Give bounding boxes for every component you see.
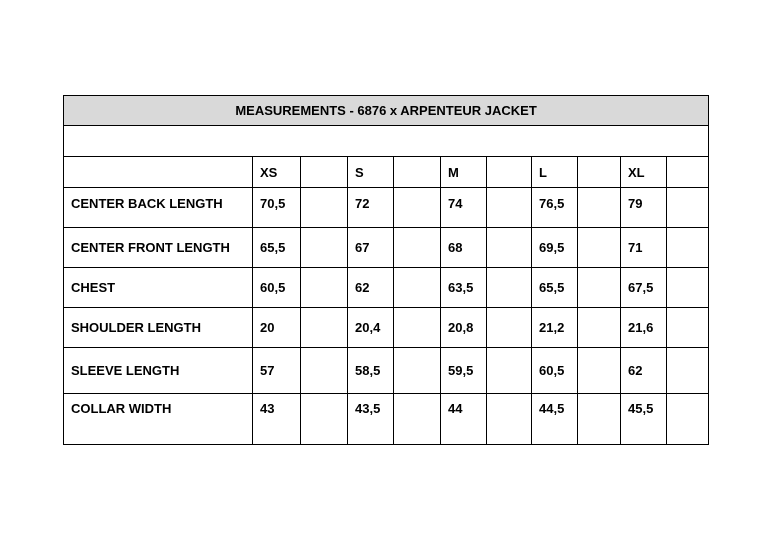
cell-value: 74 [441, 188, 487, 228]
spacer-cell [394, 348, 441, 394]
spacer-cell [487, 157, 532, 188]
row-label: CENTER FRONT LENGTH [64, 228, 253, 268]
spacer-cell [301, 228, 348, 268]
spacer-cell [667, 348, 709, 394]
spacer-cell [394, 308, 441, 348]
spacer-cell [394, 394, 441, 445]
cell-value: 76,5 [532, 188, 578, 228]
corner-cell [64, 157, 253, 188]
cell-value: 45,5 [621, 394, 667, 445]
spacer-cell [667, 268, 709, 308]
blank-cell [64, 126, 709, 157]
spacer-cell [301, 157, 348, 188]
spacer-cell [394, 157, 441, 188]
size-header-xl: XL [621, 157, 667, 188]
table-row [64, 308, 709, 348]
cell-value: 72 [348, 188, 394, 228]
spacer-cell [667, 188, 709, 228]
spacer-cell [487, 268, 532, 308]
cell-value: 62 [621, 348, 667, 394]
table-row [64, 268, 709, 308]
blank-row [64, 126, 709, 157]
cell-value: 70,5 [253, 188, 301, 228]
row-label: CENTER BACK LENGTH [64, 188, 253, 228]
spacer-cell [487, 308, 532, 348]
cell-value: 59,5 [441, 348, 487, 394]
spacer-cell [578, 308, 621, 348]
table-row [64, 228, 709, 268]
spacer-cell [578, 188, 621, 228]
spacer-cell [578, 268, 621, 308]
row-label: SHOULDER LENGTH [64, 308, 253, 348]
size-header-xs: XS [253, 157, 301, 188]
spacer-cell [394, 228, 441, 268]
row-label: CHEST [64, 268, 253, 308]
table-row [64, 348, 709, 394]
spacer-cell [487, 348, 532, 394]
size-header-m: M [441, 157, 487, 188]
spacer-cell [487, 394, 532, 445]
cell-value: 65,5 [532, 268, 578, 308]
cell-value: 60,5 [532, 348, 578, 394]
cell-value: 68 [441, 228, 487, 268]
row-label: COLLAR WIDTH [64, 394, 253, 445]
cell-value: 63,5 [441, 268, 487, 308]
spacer-cell [578, 228, 621, 268]
spacer-cell [578, 394, 621, 445]
cell-value: 71 [621, 228, 667, 268]
spacer-cell [487, 228, 532, 268]
spacer-cell [667, 308, 709, 348]
cell-value: 21,2 [532, 308, 578, 348]
spacer-cell [301, 308, 348, 348]
cell-value: 57 [253, 348, 301, 394]
cell-value: 21,6 [621, 308, 667, 348]
cell-value: 67 [348, 228, 394, 268]
cell-value: 20,4 [348, 308, 394, 348]
cell-value: 65,5 [253, 228, 301, 268]
spacer-cell [487, 188, 532, 228]
spacer-cell [301, 268, 348, 308]
size-header-s: S [348, 157, 394, 188]
table-title: MEASUREMENTS - 6876 x ARPENTEUR JACKET [64, 96, 709, 126]
cell-value: 62 [348, 268, 394, 308]
spacer-cell [301, 394, 348, 445]
cell-value: 44 [441, 394, 487, 445]
spacer-cell [667, 228, 709, 268]
spacer-cell [578, 157, 621, 188]
spacer-cell [667, 394, 709, 445]
cell-value: 69,5 [532, 228, 578, 268]
spacer-cell [394, 188, 441, 228]
measurements-table [63, 95, 709, 445]
cell-value: 20 [253, 308, 301, 348]
spacer-cell [301, 348, 348, 394]
spacer-cell [394, 268, 441, 308]
cell-value: 43,5 [348, 394, 394, 445]
title-row [64, 96, 709, 126]
table-row [64, 188, 709, 228]
cell-value: 20,8 [441, 308, 487, 348]
cell-value: 79 [621, 188, 667, 228]
spacer-cell [578, 348, 621, 394]
table-row [64, 394, 709, 445]
cell-value: 67,5 [621, 268, 667, 308]
size-header-row [64, 157, 709, 188]
cell-value: 58,5 [348, 348, 394, 394]
row-label: SLEEVE LENGTH [64, 348, 253, 394]
cell-value: 60,5 [253, 268, 301, 308]
spacer-cell [301, 188, 348, 228]
spacer-cell [667, 157, 709, 188]
cell-value: 44,5 [532, 394, 578, 445]
cell-value: 43 [253, 394, 301, 445]
size-header-l: L [532, 157, 578, 188]
